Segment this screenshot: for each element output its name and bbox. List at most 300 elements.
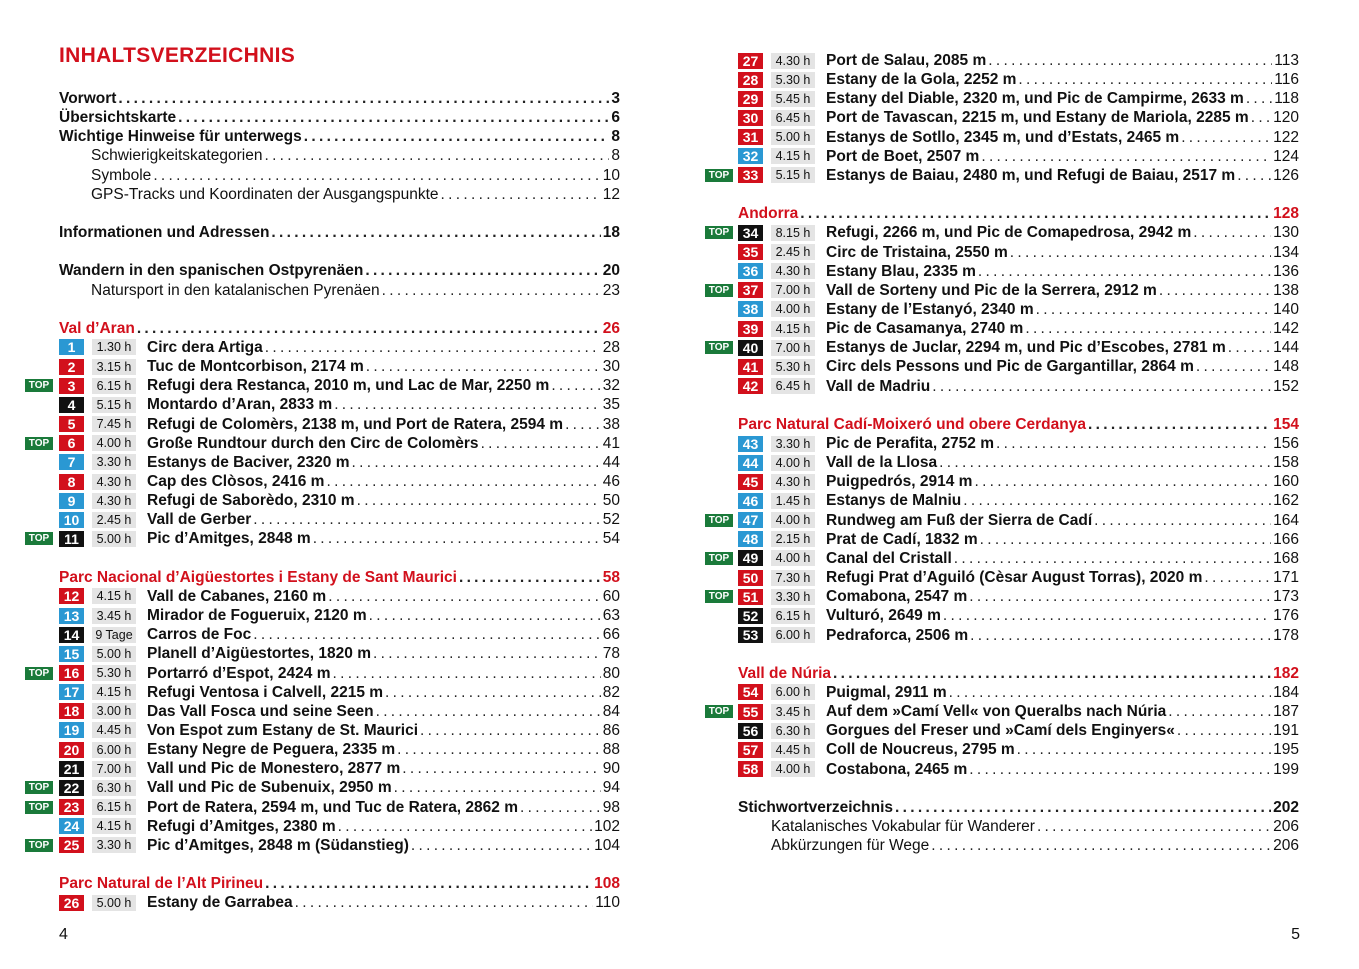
toc-tour-entry-page: 136 bbox=[1273, 262, 1299, 280]
toc-entry-page: 202 bbox=[1273, 798, 1299, 816]
duration-badge: 6.15 h bbox=[92, 799, 136, 815]
duration-badge: 4.30 h bbox=[771, 474, 815, 490]
duration-badge: 4.15 h bbox=[771, 321, 815, 337]
toc-entry-page: 6 bbox=[611, 109, 620, 127]
toc-tour-entry-label: Prat de Cadí, 1832 m bbox=[826, 530, 978, 548]
toc-tour-entry-page: 52 bbox=[602, 511, 620, 529]
duration-badge: 1.45 h bbox=[771, 493, 815, 509]
toc-tour-entry-label: Pic d’Amitges, 2848 m (Südanstieg) bbox=[147, 836, 409, 854]
top-badge: TOP bbox=[25, 437, 53, 450]
section-heading[interactable] bbox=[738, 204, 1299, 223]
toc-tour-entry-page: 148 bbox=[1273, 358, 1299, 376]
tour-number-badge: 52 bbox=[738, 608, 763, 624]
toc-tour-entry[interactable] bbox=[826, 281, 1299, 300]
leader-dots bbox=[963, 491, 1271, 510]
tour-number-badge: 47 bbox=[738, 512, 763, 528]
tour-number-badge: 54 bbox=[738, 684, 763, 700]
toc-tour-entry[interactable] bbox=[147, 836, 620, 855]
duration-badge: 4.15 h bbox=[92, 588, 136, 604]
toc-tour-entry[interactable] bbox=[147, 357, 620, 376]
tour-number-badge: 3 bbox=[59, 378, 84, 394]
toc-tour-entry-label: Estanys de Juclar, 2294 m, und Pic d’Escobes, 2781 m bbox=[826, 339, 1226, 357]
toc-tour-entry[interactable] bbox=[147, 817, 620, 836]
duration-badge: 4.00 h bbox=[771, 455, 815, 471]
toc-tour-entry-page: 82 bbox=[602, 683, 620, 701]
top-badge: TOP bbox=[705, 705, 733, 718]
toc-tour-entry[interactable] bbox=[826, 530, 1299, 549]
top-badge: TOP bbox=[705, 284, 733, 297]
toc-tour-entry[interactable] bbox=[147, 434, 620, 453]
leader-dots bbox=[369, 606, 601, 625]
tour-number-badge: 30 bbox=[738, 110, 763, 126]
leader-dots bbox=[1181, 128, 1271, 147]
duration-badge: 7.30 h bbox=[771, 570, 815, 586]
toc-tour-entry-label: Estanys de Baciver, 2320 m bbox=[147, 453, 350, 471]
toc-tour-entry-page: 90 bbox=[602, 760, 620, 778]
leader-dots bbox=[1017, 740, 1271, 759]
leader-dots bbox=[365, 261, 600, 280]
toc-tour-entry[interactable] bbox=[826, 243, 1299, 262]
section-heading-label: Val d’Aran bbox=[59, 319, 135, 337]
toc-tour-entry[interactable] bbox=[147, 798, 620, 817]
toc-tour-entry[interactable] bbox=[147, 415, 620, 434]
toc-entry-label: Vorwort bbox=[59, 90, 117, 107]
leader-dots bbox=[974, 472, 1271, 491]
toc-tour-entry[interactable] bbox=[147, 625, 620, 644]
duration-badge: 1.30 h bbox=[92, 339, 136, 355]
duration-badge: 3.15 h bbox=[92, 359, 136, 375]
toc-tour-entry[interactable] bbox=[826, 108, 1299, 127]
toc-tour-entry[interactable] bbox=[826, 70, 1299, 89]
toc-tour-entry[interactable] bbox=[826, 319, 1299, 338]
leader-dots bbox=[366, 357, 601, 376]
leader-dots bbox=[1010, 243, 1271, 262]
leader-dots bbox=[420, 721, 601, 740]
toc-entry-label: Symbole bbox=[91, 166, 152, 184]
toc-tour-entry[interactable] bbox=[826, 568, 1299, 587]
toc-entry[interactable] bbox=[59, 261, 620, 280]
toc-tour-entry-label: Refugi de Saborèdo, 2310 m bbox=[147, 492, 355, 510]
toc-tour-entry-label: Pic de Perafita, 2752 m bbox=[826, 435, 995, 452]
toc-tour-entry[interactable] bbox=[826, 491, 1299, 510]
toc-tour-entry-label: Estany de l’Estanyó, 2340 m bbox=[826, 300, 1034, 318]
toc-tour-entry[interactable] bbox=[147, 721, 620, 740]
tour-number-badge: 7 bbox=[59, 454, 84, 470]
toc-entry[interactable] bbox=[738, 798, 1299, 817]
toc-entry[interactable] bbox=[59, 127, 620, 146]
toc-tour-entry-label: Vall de la Llosa bbox=[826, 454, 938, 472]
leader-dots bbox=[118, 89, 609, 108]
toc-tour-entry-label: Puigpedrós, 2914 m bbox=[826, 473, 973, 491]
toc-tour-entry-label: Vall de Gerber bbox=[147, 511, 252, 529]
leader-dots bbox=[385, 683, 601, 702]
leader-dots bbox=[332, 664, 600, 683]
toc-tour-entry-label: Estany del Diable, 2320 m, und Pic de Campirme, 2633 m bbox=[826, 90, 1244, 108]
toc-tour-entry-page: 144 bbox=[1273, 339, 1299, 357]
toc-tour-entry[interactable] bbox=[826, 626, 1299, 645]
duration-badge: 4.15 h bbox=[92, 684, 136, 700]
toc-tour-entry-label: Estanys de Sotllo, 2345 m, und d’Estats, 2465 m bbox=[826, 128, 1180, 146]
toc-tour-entry-page: 86 bbox=[602, 721, 620, 739]
toc-tour-entry-page: 50 bbox=[602, 492, 620, 510]
duration-badge: 4.30 h bbox=[92, 493, 136, 509]
duration-badge: 5.30 h bbox=[771, 359, 815, 375]
leader-dots bbox=[304, 127, 610, 146]
toc-tour-entry-page: 126 bbox=[1273, 166, 1299, 184]
duration-badge: 6.15 h bbox=[771, 608, 815, 624]
duration-badge: 4.00 h bbox=[92, 435, 136, 451]
toc-tour-entry-page: 94 bbox=[602, 779, 620, 797]
leader-dots bbox=[1177, 721, 1271, 740]
top-badge: TOP bbox=[705, 590, 733, 603]
toc-tour-entry[interactable] bbox=[147, 893, 620, 912]
toc-tour-entry-page: 38 bbox=[602, 415, 620, 433]
toc-entry[interactable] bbox=[771, 836, 1299, 855]
toc-tour-entry-page: 138 bbox=[1273, 281, 1299, 299]
toc-tour-entry-label: Mirador de Fogueruix, 2120 m bbox=[147, 607, 367, 625]
toc-tour-entry[interactable] bbox=[826, 702, 1299, 721]
tour-number-badge: 10 bbox=[59, 512, 84, 528]
toc-tour-entry-label: Planell d’Aigüestortes, 1820 m bbox=[147, 645, 371, 663]
toc-tour-entry[interactable] bbox=[147, 338, 620, 357]
tour-number-badge: 33 bbox=[738, 167, 763, 183]
toc-tour-entry[interactable] bbox=[826, 166, 1299, 185]
section-heading-page: 58 bbox=[602, 568, 620, 586]
section-heading-page: 154 bbox=[1273, 415, 1299, 433]
toc-tour-entry[interactable] bbox=[147, 529, 620, 548]
toc-tour-entry-page: 66 bbox=[602, 626, 620, 644]
leader-dots bbox=[520, 798, 601, 817]
toc-tour-entry[interactable] bbox=[147, 510, 620, 529]
duration-badge: 2.45 h bbox=[92, 512, 136, 528]
toc-tour-entry[interactable] bbox=[826, 128, 1299, 147]
leader-dots bbox=[969, 587, 1271, 606]
leader-dots bbox=[981, 147, 1271, 166]
toc-tour-entry[interactable] bbox=[826, 740, 1299, 759]
toc-tour-entry[interactable] bbox=[826, 357, 1299, 376]
toc-tour-entry-page: 162 bbox=[1273, 492, 1299, 510]
tour-number-badge: 8 bbox=[59, 474, 84, 490]
tour-number-badge: 21 bbox=[59, 761, 84, 777]
toc-entry-label: Wichtige Hinweise für unterwegs bbox=[59, 128, 302, 146]
toc-tour-entry[interactable] bbox=[826, 300, 1299, 319]
leader-dots bbox=[949, 683, 1272, 702]
toc-tour-entry-label: Refugi d’Amitges, 2380 m bbox=[147, 817, 336, 835]
toc-tour-entry-label: Port de Salau, 2085 m bbox=[826, 52, 987, 69]
tour-number-badge: 22 bbox=[59, 780, 84, 796]
tour-number-badge: 51 bbox=[738, 589, 763, 605]
toc-entry[interactable] bbox=[59, 223, 620, 242]
section-heading[interactable] bbox=[59, 568, 620, 587]
leader-dots bbox=[271, 223, 600, 242]
leader-dots bbox=[313, 529, 601, 548]
toc-tour-entry-page: 134 bbox=[1273, 243, 1299, 261]
toc-tour-entry[interactable] bbox=[826, 549, 1299, 568]
toc-tour-entry-page: 166 bbox=[1273, 530, 1299, 548]
toc-tour-entry-page: 46 bbox=[602, 473, 620, 490]
duration-badge: 9 Tage bbox=[92, 627, 136, 643]
leader-dots bbox=[931, 836, 1271, 855]
duration-badge: 5.15 h bbox=[771, 167, 815, 183]
duration-badge: 3.45 h bbox=[771, 704, 815, 720]
toc-entry[interactable] bbox=[771, 817, 1299, 836]
toc-tour-entry[interactable] bbox=[826, 760, 1299, 779]
tour-number-badge: 4 bbox=[59, 397, 84, 413]
tour-number-badge: 27 bbox=[738, 53, 763, 69]
section-heading[interactable] bbox=[59, 319, 620, 338]
toc-tour-entry-label: Port de Ratera, 2594 m, und Tuc de Ratera, 2862 m bbox=[147, 798, 518, 816]
toc-tour-entry-page: 130 bbox=[1273, 224, 1299, 242]
duration-badge: 5.30 h bbox=[92, 665, 136, 681]
top-badge: TOP bbox=[25, 781, 53, 794]
toc-tour-entry-page: 191 bbox=[1273, 722, 1299, 740]
tour-number-badge: 5 bbox=[59, 416, 84, 432]
tour-number-badge: 19 bbox=[59, 722, 84, 738]
leader-dots bbox=[459, 568, 601, 587]
toc-tour-entry[interactable] bbox=[147, 740, 620, 759]
leader-dots bbox=[1025, 319, 1271, 338]
tour-number-badge: 56 bbox=[738, 723, 763, 739]
leader-dots bbox=[1094, 511, 1271, 530]
toc-entry-label: Stichwortverzeichnis bbox=[738, 798, 894, 816]
toc-tour-entry-label: Puigmal, 2911 m bbox=[826, 683, 947, 701]
toc-tour-entry-page: 78 bbox=[602, 645, 620, 663]
toc-tour-entry[interactable] bbox=[147, 453, 620, 472]
duration-badge: 3.45 h bbox=[92, 608, 136, 624]
section-heading[interactable] bbox=[738, 415, 1299, 434]
duration-badge: 6.00 h bbox=[771, 627, 815, 643]
toc-tour-entry-page: 187 bbox=[1273, 703, 1299, 721]
toc-tour-entry-page: 63 bbox=[602, 607, 620, 625]
toc-tour-entry[interactable] bbox=[826, 606, 1299, 625]
toc-entry[interactable] bbox=[91, 166, 620, 185]
leader-dots bbox=[328, 587, 601, 606]
toc-tour-entry-label: Circ de Tristaina, 2550 m bbox=[826, 243, 1008, 261]
toc-tour-entry[interactable] bbox=[826, 223, 1299, 242]
section-heading-page: 182 bbox=[1273, 664, 1299, 682]
toc-tour-entry[interactable] bbox=[147, 778, 620, 797]
toc-tour-entry-page: 168 bbox=[1273, 549, 1299, 567]
toc-tour-entry-label: Vall und Pic de Monestero, 2877 m bbox=[147, 760, 401, 778]
toc-tour-entry-page: 35 bbox=[602, 396, 620, 414]
leader-dots bbox=[565, 415, 601, 434]
toc-tour-entry-page: 110 bbox=[595, 894, 620, 912]
toc-tour-entry[interactable] bbox=[826, 51, 1299, 70]
duration-badge: 6.45 h bbox=[771, 110, 815, 126]
toc-tour-entry-label: Estany de la Gola, 2252 m bbox=[826, 71, 1017, 89]
toc-tour-entry[interactable] bbox=[147, 587, 620, 606]
duration-badge: 5.00 h bbox=[771, 129, 815, 145]
toc-tour-entry-page: 142 bbox=[1273, 320, 1299, 338]
leader-dots bbox=[551, 376, 600, 395]
toc-tour-entry-page: 160 bbox=[1273, 473, 1299, 491]
tour-number-badge: 25 bbox=[59, 837, 84, 853]
leader-dots bbox=[988, 51, 1272, 70]
leader-dots bbox=[382, 281, 601, 300]
toc-entry-page: 10 bbox=[602, 166, 620, 184]
toc-tour-entry[interactable] bbox=[826, 262, 1299, 281]
leader-dots bbox=[1018, 70, 1272, 89]
tour-number-badge: 34 bbox=[738, 225, 763, 241]
toc-tour-entry[interactable] bbox=[147, 472, 620, 491]
leader-dots bbox=[895, 798, 1271, 817]
toc-tour-entry-label: Vall de Madriu bbox=[826, 377, 931, 395]
duration-badge: 4.30 h bbox=[92, 474, 136, 490]
tour-number-badge: 26 bbox=[59, 895, 84, 911]
right-page bbox=[680, 0, 1359, 969]
toc-tour-entry-label: Rundweg am Fuß der Sierra de Cadí bbox=[826, 511, 1093, 529]
leader-dots bbox=[1251, 108, 1271, 127]
toc-tour-entry[interactable] bbox=[826, 683, 1299, 702]
toc-tour-entry[interactable] bbox=[147, 376, 620, 395]
duration-badge: 5.30 h bbox=[771, 72, 815, 88]
toc-entry-page: 206 bbox=[1273, 837, 1299, 855]
toc-tour-entry-label: Auf dem »Camí Vell« von Queralbs nach Núria bbox=[826, 703, 1167, 721]
duration-badge: 4.00 h bbox=[771, 301, 815, 317]
tour-number-badge: 24 bbox=[59, 818, 84, 834]
toc-tour-entry-page: 199 bbox=[1273, 760, 1299, 778]
toc-tour-entry[interactable] bbox=[147, 759, 620, 778]
toc-tour-entry[interactable] bbox=[826, 434, 1299, 453]
toc-tour-entry[interactable] bbox=[147, 702, 620, 721]
section-heading-label: Parc Natural Cadí-Moixeró und obere Cerdanya bbox=[738, 415, 1086, 433]
section-heading-label: Parc Nacional d’Aigüestortes i Estany de Sant Maurici bbox=[59, 568, 457, 586]
toc-tour-entry-label: Gorgues del Freser und »Camí dels Enginyers« bbox=[826, 722, 1175, 740]
toc-tour-entry-label: Canal del Cristall bbox=[826, 549, 952, 567]
tour-number-badge: 35 bbox=[738, 244, 763, 260]
tour-number-badge: 41 bbox=[738, 359, 763, 375]
duration-badge: 6.15 h bbox=[92, 378, 136, 394]
leader-dots bbox=[394, 778, 601, 797]
duration-badge: 2.45 h bbox=[771, 244, 815, 260]
leader-dots bbox=[481, 434, 601, 453]
section-heading-page: 26 bbox=[602, 319, 620, 337]
toc-tour-entry-label: Pedraforca, 2506 m bbox=[826, 626, 969, 644]
top-badge: TOP bbox=[705, 341, 733, 354]
tour-number-badge: 44 bbox=[738, 455, 763, 471]
toc-entry[interactable] bbox=[91, 281, 620, 300]
tour-number-badge: 18 bbox=[59, 703, 84, 719]
toc-tour-entry-page: 118 bbox=[1274, 90, 1299, 108]
toc-tour-entry-label: Circ dels Pessons und Pic de Gargantillar, 2864 m bbox=[826, 358, 1194, 376]
top-badge: TOP bbox=[705, 169, 733, 182]
toc-tour-entry[interactable] bbox=[147, 664, 620, 683]
toc-tour-entry[interactable] bbox=[826, 472, 1299, 491]
tour-number-badge: 6 bbox=[59, 435, 84, 451]
toc-tour-entry[interactable] bbox=[826, 147, 1299, 166]
duration-badge: 3.30 h bbox=[92, 837, 136, 853]
toc-entry-label: Schwierigkeitskategorien bbox=[91, 147, 263, 165]
toc-tour-entry[interactable] bbox=[826, 511, 1299, 530]
toc-tour-entry[interactable] bbox=[826, 338, 1299, 357]
leader-dots bbox=[1088, 415, 1271, 434]
top-badge: TOP bbox=[705, 226, 733, 239]
toc-tour-entry-label: Von Espot zum Estany de St. Maurici bbox=[147, 721, 419, 739]
top-badge: TOP bbox=[25, 667, 53, 680]
toc-tour-entry-page: 84 bbox=[602, 702, 620, 720]
toc-tour-entry-label: Vall de Cabanes, 2160 m bbox=[147, 587, 327, 605]
toc-entry-label: Übersichtskarte bbox=[59, 109, 177, 127]
tour-number-badge: 28 bbox=[738, 72, 763, 88]
top-badge: TOP bbox=[705, 514, 733, 527]
toc-tour-entry[interactable] bbox=[147, 683, 620, 702]
tour-number-badge: 15 bbox=[59, 646, 84, 662]
top-badge: TOP bbox=[25, 801, 53, 814]
leader-dots bbox=[978, 262, 1271, 281]
toc-tour-entry[interactable] bbox=[147, 606, 620, 625]
toc-entry-page: 3 bbox=[611, 90, 620, 107]
tour-number-badge: 53 bbox=[738, 627, 763, 643]
duration-badge: 4.15 h bbox=[771, 148, 815, 164]
toc-entry[interactable] bbox=[91, 185, 620, 204]
section-heading[interactable] bbox=[59, 874, 620, 893]
toc-tour-entry-label: Estany Blau, 2335 m bbox=[826, 262, 976, 280]
leader-dots bbox=[411, 836, 592, 855]
leader-dots bbox=[943, 606, 1271, 625]
duration-badge: 4.15 h bbox=[92, 818, 136, 834]
toc-tour-entry[interactable] bbox=[147, 644, 620, 663]
page-number-right: 5 bbox=[1291, 926, 1300, 943]
duration-badge: 6.30 h bbox=[92, 780, 136, 796]
duration-badge: 6.45 h bbox=[771, 378, 815, 394]
tour-number-badge: 16 bbox=[59, 665, 84, 681]
toc-tour-entry[interactable] bbox=[826, 453, 1299, 472]
tour-number-badge: 40 bbox=[738, 340, 763, 356]
leader-dots bbox=[265, 874, 592, 893]
toc-tour-entry-label: Coll de Noucreus, 2795 m bbox=[826, 741, 1015, 759]
toc-entry[interactable] bbox=[91, 146, 620, 165]
section-heading-page: 128 bbox=[1273, 205, 1299, 223]
toc-tour-entry[interactable] bbox=[147, 395, 620, 414]
toc-tour-entry-page: 184 bbox=[1273, 683, 1299, 701]
duration-badge: 5.00 h bbox=[92, 646, 136, 662]
section-heading[interactable] bbox=[738, 664, 1299, 683]
toc-tour-entry-page: 32 bbox=[602, 377, 620, 395]
duration-badge: 8.15 h bbox=[771, 225, 815, 241]
tour-number-badge: 11 bbox=[59, 531, 84, 547]
duration-badge: 3.30 h bbox=[771, 436, 815, 452]
toc-tour-entry-page: 60 bbox=[602, 587, 620, 605]
tour-number-badge: 45 bbox=[738, 474, 763, 490]
leader-dots bbox=[996, 434, 1271, 453]
toc-entry-label: GPS-Tracks und Koordinaten der Ausgangspunkte bbox=[91, 185, 439, 203]
toc-entry[interactable] bbox=[59, 89, 620, 108]
leader-dots bbox=[153, 166, 600, 185]
toc-tour-entry-page: 113 bbox=[1274, 52, 1299, 69]
toc-tour-entry[interactable] bbox=[826, 587, 1299, 606]
toc-tour-entry[interactable] bbox=[826, 89, 1299, 108]
toc-entry-label: Natursport in den katalanischen Pyrenäen bbox=[91, 281, 380, 299]
duration-badge: 2.15 h bbox=[771, 531, 815, 547]
toc-tour-entry[interactable] bbox=[826, 377, 1299, 396]
toc-entry[interactable] bbox=[59, 108, 620, 127]
tour-number-badge: 42 bbox=[738, 378, 763, 394]
leader-dots bbox=[338, 817, 592, 836]
toc-tour-entry[interactable] bbox=[826, 721, 1299, 740]
toc-tour-entry-label: Port de Boet, 2507 m bbox=[826, 147, 980, 165]
toc-entry-page: 8 bbox=[611, 147, 620, 165]
leader-dots bbox=[969, 760, 1271, 779]
section-heading-page: 108 bbox=[594, 875, 620, 893]
tour-number-badge: 17 bbox=[59, 684, 84, 700]
leader-dots bbox=[264, 146, 609, 165]
tour-number-badge: 46 bbox=[738, 493, 763, 509]
leader-dots bbox=[253, 625, 601, 644]
toc-tour-entry[interactable] bbox=[147, 491, 620, 510]
duration-badge: 4.45 h bbox=[771, 742, 815, 758]
leader-dots bbox=[178, 108, 609, 127]
toc-tour-entry-label: Cap des Clòsos, 2416 m bbox=[147, 473, 325, 490]
